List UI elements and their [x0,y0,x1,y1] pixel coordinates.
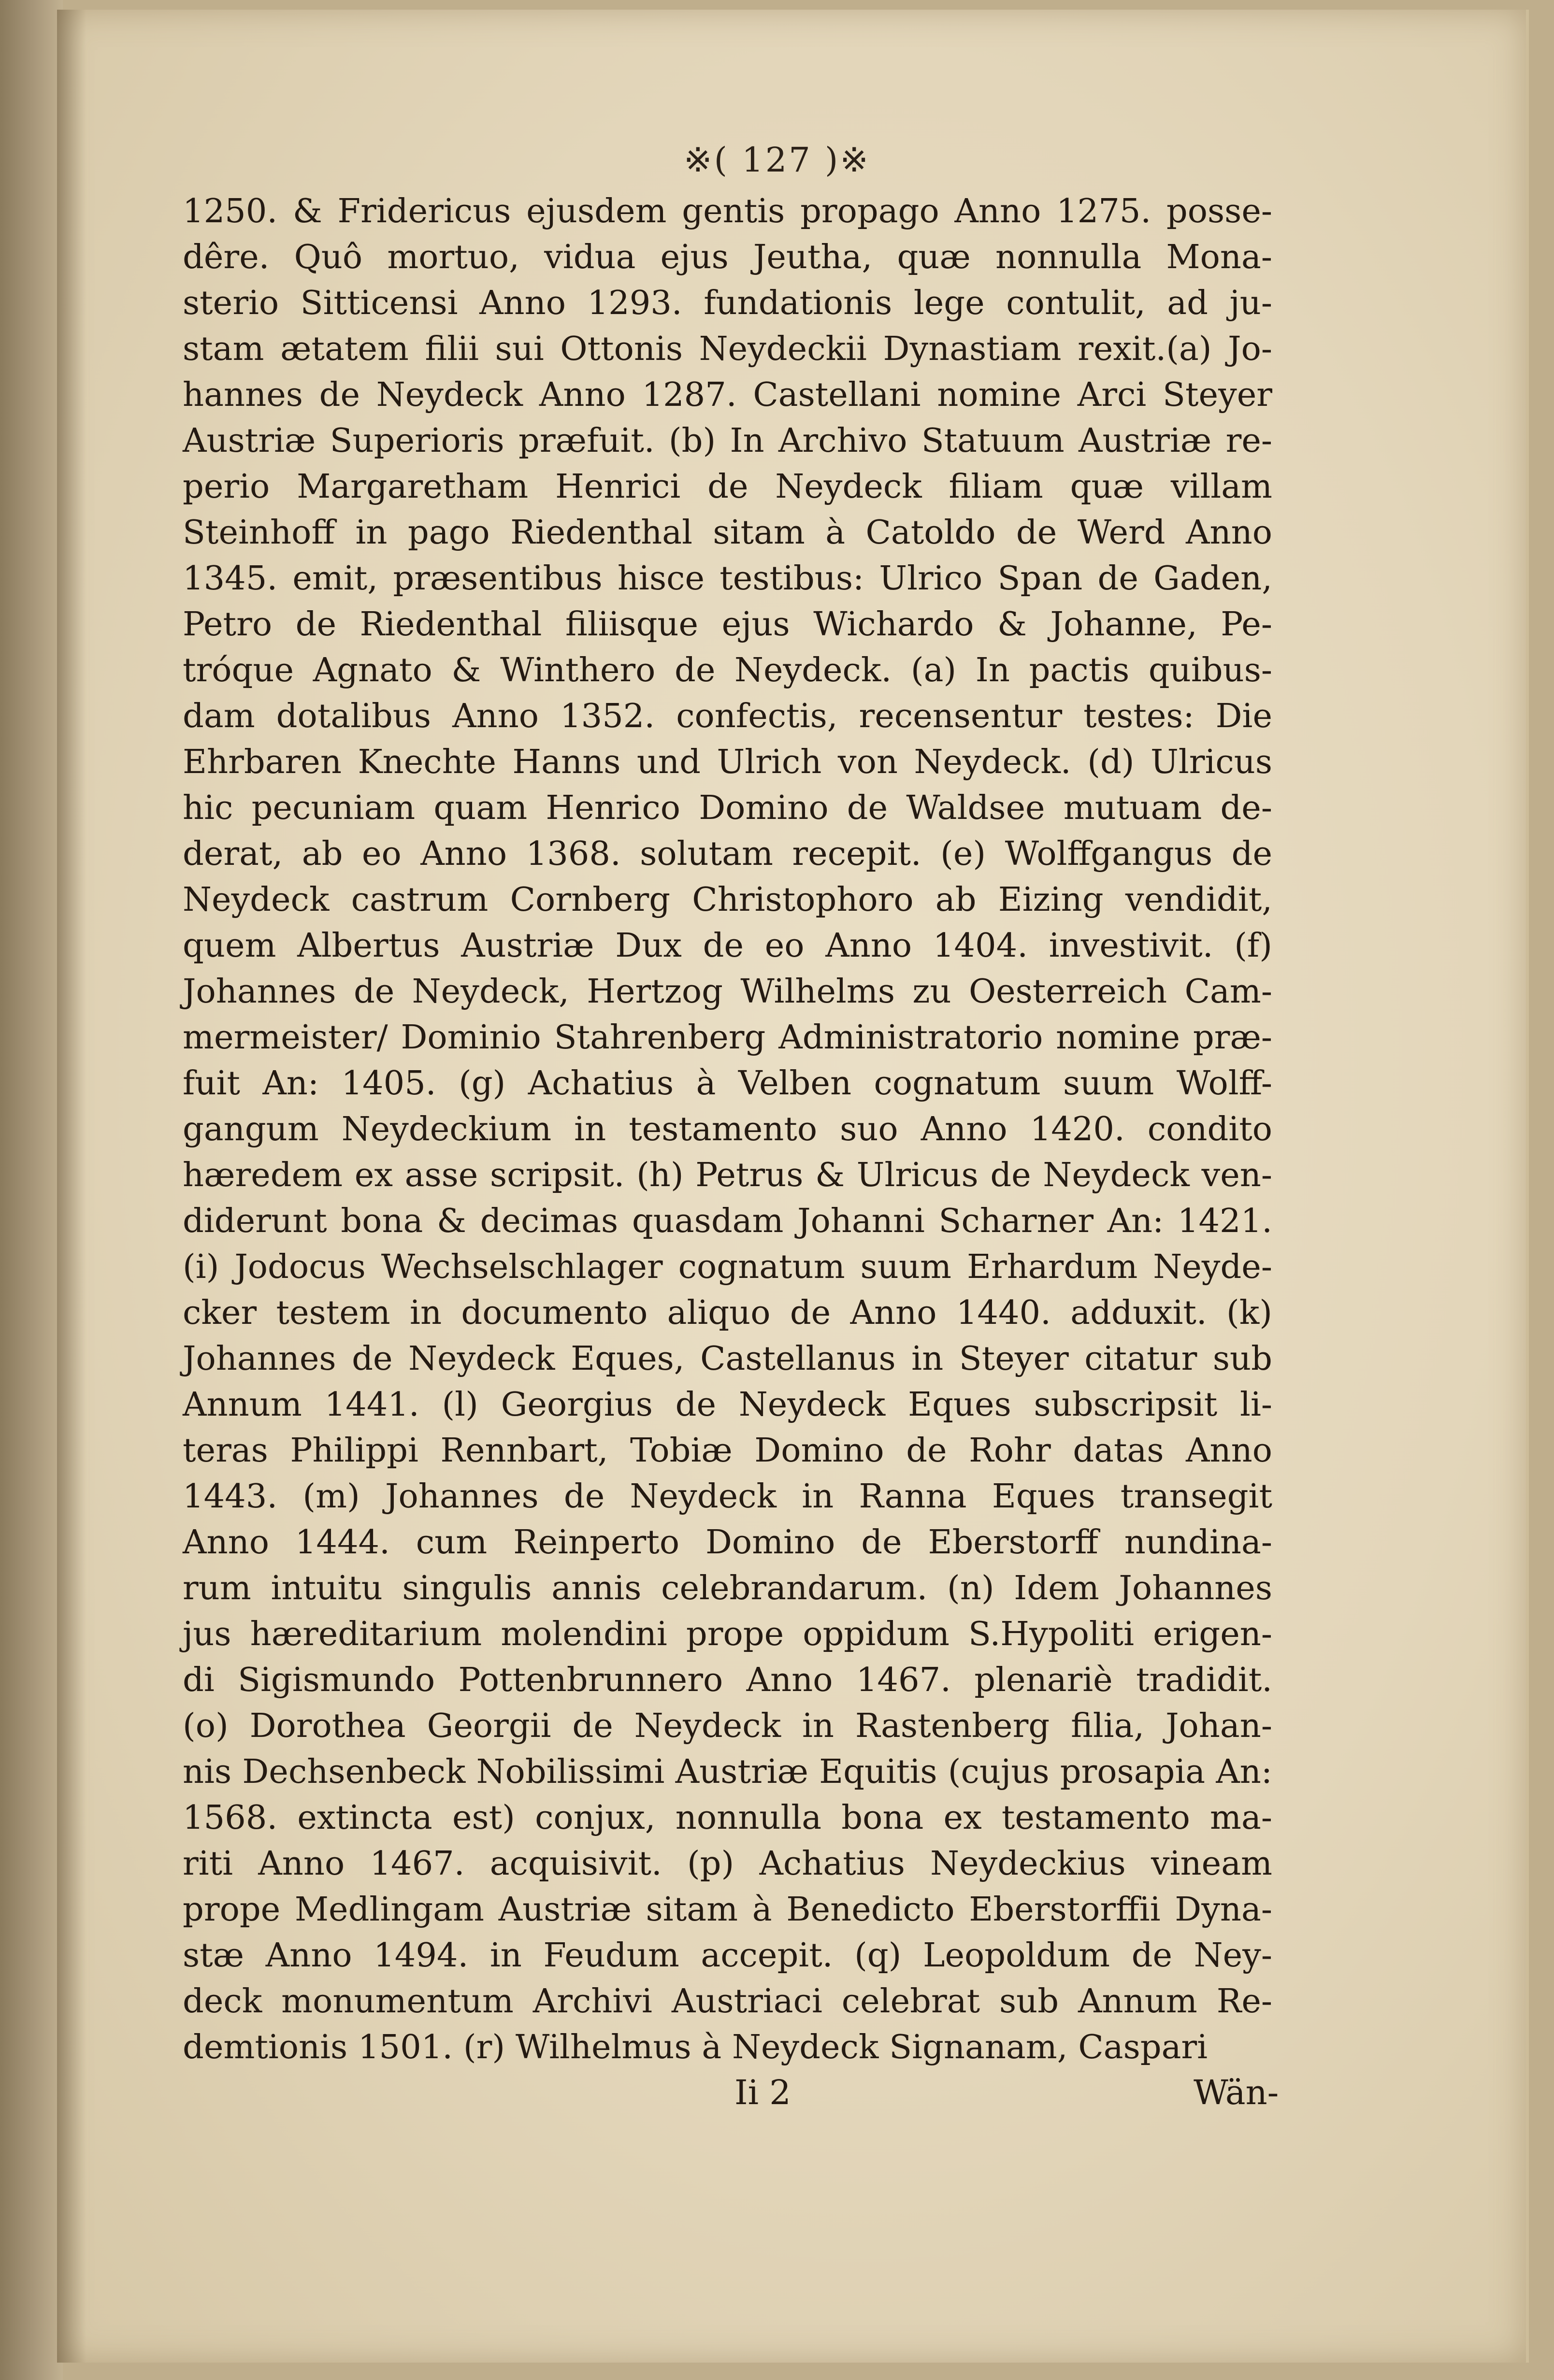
text-line: gangum Neydeckium in testamento suo Anno 1420. condito [183,1110,1272,1148]
book-binding-edge [0,0,63,2380]
text-line: deck monumentum Archivi Austriaci celebrat sub Annum Re- [183,1982,1272,2021]
text-line: perio Margaretham Henrici de Neydeck filiam quæ villam [183,467,1272,506]
text-line: Annum 1441. (l) Georgius de Neydeck Eques subscripsit li- [183,1385,1272,1424]
text-line: (o) Dorothea Georgii de Neydeck in Rastenberg filia, Johan- [183,1706,1272,1745]
text-line: 1345. emit, præsentibus hisce testibus: Ulrico Span de Gaden, [183,559,1272,598]
text-line: Anno 1444. cum Reinperto Domino de Eberstorff nundina- [183,1523,1272,1562]
text-line: dam dotalibus Anno 1352. confectis, recensentur testes: Die [183,697,1272,735]
text-line: stæ Anno 1494. in Feudum accepit. (q) Leopoldum de Ney- [183,1936,1272,1975]
text-line: prope Medlingam Austriæ sitam à Benedicto Eberstorffii Dyna- [183,1890,1272,1929]
text-line: (i) Jodocus Wechselschlager cognatum suum Erhardum Neyde- [183,1247,1272,1286]
text-line: teras Philippi Rennbart, Tobiæ Domino de Rohr datas Anno [183,1431,1272,1470]
text-line: Johannes de Neydeck, Hertzog Wilhelms zu Oesterreich Cam- [183,972,1272,1011]
body-text [183,188,1272,2070]
text-line: dêre. Quô mortuo, vidua ejus Jeutha, quæ nonnulla Mona- [183,238,1272,276]
page-header [0,140,1554,180]
text-line: quem Albertus Austriæ Dux de eo Anno 1404. investivit. (f) [183,926,1272,965]
text-line: demtionis 1501. (r) Wilhelmus à Neydeck Signanam, Caspari [183,2028,1208,2066]
signature-mark: Ii 2 [734,2073,791,2112]
text-line: cker testem in documento aliquo de Anno 1440. adduxit. (k) [183,1293,1272,1332]
catchword: Wän- [1194,2073,1279,2112]
text-line: Neydeck castrum Cornberg Christophoro ab Eizing vendidit, [183,880,1272,919]
text-line: Austriæ Superioris præfuit. (b) In Archivo Statuum Austriæ re- [183,421,1272,460]
text-line: nis Dechsenbeck Nobilissimi Austriæ Equitis (cujus prosapia An: [183,1752,1272,1791]
text-line: hæredem ex asse scripsit. (h) Petrus & Ulricus de Neydeck ven- [183,1156,1272,1194]
text-line: fuit An: 1405. (g) Achatius à Velben cognatum suum Wolff- [183,1064,1272,1103]
text-line: 1568. extincta est) conjux, nonnulla bona ex testamento ma- [183,1798,1272,1837]
text-line: 1443. (m) Johannes de Neydeck in Ranna Eques transegit [183,1477,1272,1516]
text-line: hannes de Neydeck Anno 1287. Castellani nomine Arci Steyer [183,375,1272,414]
text-line: tróque Agnato & Winthero de Neydeck. (a) In pactis quibus- [183,651,1272,689]
text-line: rum intuitu singulis annis celebrandarum. (n) Idem Johannes [183,1569,1272,1607]
text-line: Steinhoff in pago Riedenthal sitam à Catoldo de Werd Anno [183,513,1272,552]
text-line: jus hæreditarium molendini prope oppidum S.Hypoliti erigen- [183,1615,1272,1653]
text-line: di Sigismundo Pottenbrunnero Anno 1467. plenariè tradidit. [183,1661,1272,1699]
text-line: Petro de Riedenthal filiisque ejus Wichardo & Johanne, Pe- [183,605,1272,644]
text-line: mermeister/ Dominio Stahrenberg Administratorio nomine præ- [183,1018,1272,1057]
text-line: stam ætatem filii sui Ottonis Neydeckii Dynastiam rexit.(a) Jo- [183,330,1272,368]
text-line: hic pecuniam quam Henrico Domino de Waldsee mutuam de- [183,789,1272,827]
text-line: Ehrbaren Knechte Hanns und Ulrich von Neydeck. (d) Ulricus [183,743,1272,781]
page-footer [0,2073,1554,2126]
text-line: 1250. & Fridericus ejusdem gentis propago Anno 1275. posse- [183,192,1272,230]
text-line: diderunt bona & decimas quasdam Johanni Scharner An: 1421. [183,1202,1272,1240]
text-line: Johannes de Neydeck Eques, Castellanus in Steyer citatur sub [183,1339,1272,1378]
text-line: derat, ab eo Anno 1368. solutam recepit. (e) Wolffgangus de [183,834,1272,873]
page-number: ※( 127 )※ [683,140,871,180]
text-line: riti Anno 1467. acquisivit. (p) Achatius Neydeckius vineam [183,1844,1272,1883]
text-line: sterio Sitticensi Anno 1293. fundationis lege contulit, ad ju- [183,284,1272,322]
spine-shadow [57,10,86,2363]
